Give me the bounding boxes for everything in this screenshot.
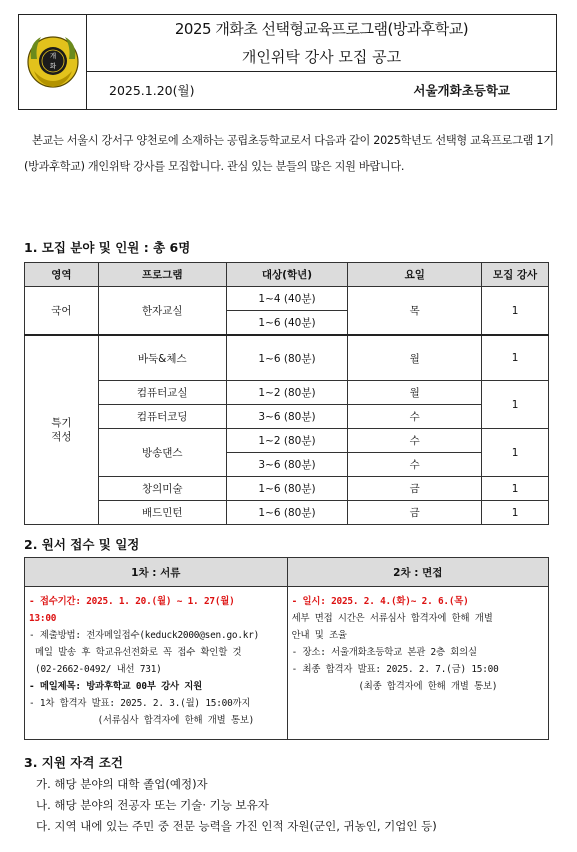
recruit-table bbox=[24, 262, 549, 525]
day-cell: 수 bbox=[348, 453, 482, 477]
header-target: 대상(학년) bbox=[226, 263, 348, 287]
section3-title: 3. 지원 자격 조건 bbox=[24, 755, 123, 770]
notice-header bbox=[18, 14, 557, 110]
table-row bbox=[25, 587, 549, 740]
target-cell: 1~2 (80분) bbox=[226, 429, 348, 453]
submission-method-note: 메일 발송 후 학교유선전화로 꼭 접수 확인할 것 bbox=[35, 647, 242, 658]
target-cell: 1~4 (40분) bbox=[226, 287, 348, 311]
section1-title: 1. 모집 분야 및 인원 : 총 6명 bbox=[24, 240, 191, 255]
target-cell: 1~6 (80분) bbox=[226, 335, 348, 381]
day-cell: 수 bbox=[348, 429, 482, 453]
submission-phone: (02-2662-0492/ 내선 731) bbox=[35, 664, 162, 675]
header-count: 모집 강사 bbox=[482, 263, 549, 287]
list-item: 나. 해당 분야의 전공자 또는 기술· 기능 보유자 bbox=[36, 798, 269, 812]
interview-note: 세부 면접 시간은 서류심사 합격자에 한해 개별 bbox=[291, 613, 493, 624]
school-name: 서울개화초등학교 bbox=[413, 83, 510, 98]
list-item: 가. 해당 분야의 대학 졸업(예정)자 bbox=[36, 777, 208, 791]
area-cell: 국어 bbox=[25, 287, 99, 336]
table-row bbox=[25, 501, 549, 525]
program-cell: 창의미술 bbox=[98, 477, 226, 501]
program-cell: 컴퓨터교실 bbox=[98, 381, 226, 405]
header-program: 프로그램 bbox=[98, 263, 226, 287]
mail-subject: - 메일제목: 방과후학교 00부 강사 지원 bbox=[29, 681, 202, 692]
schedule-table bbox=[24, 557, 549, 740]
count-cell: 1 bbox=[482, 429, 549, 477]
list-item: 다. 지역 내에 있는 주민 중 전문 능력을 가진 인적 자원(군인, 귀농인, 기업인 등) bbox=[36, 819, 437, 833]
school-emblem-icon bbox=[19, 15, 87, 109]
count-cell: 1 bbox=[482, 477, 549, 501]
interview-note-cont: 안내 및 조율 bbox=[291, 630, 347, 641]
interview-date: - 일시: 2025. 2. 4.(화)~ 2. 6.(목) bbox=[291, 596, 469, 607]
target-cell: 1~6 (40분) bbox=[226, 311, 348, 336]
qualification-list bbox=[36, 774, 437, 837]
day-cell: 금 bbox=[348, 477, 482, 501]
count-cell: 1 bbox=[482, 381, 549, 429]
round1-result: - 1차 합격자 발표: 2025. 2. 3.(월) 15:00까지 bbox=[29, 698, 251, 709]
school-logo bbox=[19, 15, 87, 109]
round2-details bbox=[287, 587, 548, 740]
submission-period-time: 13:00 bbox=[29, 613, 57, 624]
submission-method: - 제출방법: 전자메일접수(keduck2000@sen.go.kr) bbox=[29, 630, 260, 641]
notice-title-line2: 개인위탁 강사 모집 공고 bbox=[87, 43, 556, 72]
program-cell: 컴퓨터코딩 bbox=[98, 405, 226, 429]
table-header-row bbox=[25, 263, 549, 287]
count-cell: 1 bbox=[482, 287, 549, 336]
target-cell: 1~6 (80분) bbox=[226, 477, 348, 501]
table-row bbox=[25, 287, 549, 311]
program-cell: 한자교실 bbox=[98, 287, 226, 336]
notice-title-line1: 2025 개화초 선택형교육프로그램(방과후학교) bbox=[174, 20, 469, 38]
area-cell: 특기 적성 bbox=[25, 335, 99, 525]
header-day: 요일 bbox=[348, 263, 482, 287]
target-cell: 1~2 (80분) bbox=[226, 381, 348, 405]
logo-text: 개 bbox=[49, 52, 57, 60]
count-cell: 1 bbox=[482, 335, 549, 381]
table-row bbox=[25, 381, 549, 405]
svg-text:화: 화 bbox=[49, 62, 57, 70]
table-row bbox=[25, 335, 549, 381]
program-cell: 방송댄스 bbox=[98, 429, 226, 477]
header-area: 영역 bbox=[25, 263, 99, 287]
header-round1: 1차 : 서류 bbox=[25, 558, 288, 587]
final-result: - 최종 합격자 발표: 2025. 2. 7.(금) 15:00 bbox=[291, 664, 499, 675]
target-cell: 3~6 (80분) bbox=[226, 405, 348, 429]
notice-date: 2025.1.20(월) bbox=[109, 83, 195, 98]
program-cell: 바둑&체스 bbox=[98, 335, 226, 381]
day-cell: 금 bbox=[348, 501, 482, 525]
day-cell: 수 bbox=[348, 405, 482, 429]
target-cell: 3~6 (80분) bbox=[226, 453, 348, 477]
interview-place: - 장소: 서울개화초등학교 본관 2층 회의실 bbox=[291, 647, 477, 658]
target-cell: 1~6 (80분) bbox=[226, 501, 348, 525]
intro-paragraph: 본교는 서울시 강서구 양천로에 소재하는 공립초등학교로서 다음과 같이 2025학년도 선택형 교육프로그램 1기(방과후학교) 개인위탁 강사를 모집합니다. 관심 있는 분들의 많은 지원 바랍니다. bbox=[24, 134, 554, 173]
header-round2: 2차 : 면접 bbox=[287, 558, 548, 587]
submission-period: - 접수기간: 2025. 1. 20.(월) ~ 1. 27(월) bbox=[29, 596, 235, 607]
day-cell: 월 bbox=[348, 381, 482, 405]
table-row bbox=[25, 477, 549, 501]
table-row bbox=[25, 405, 549, 429]
round1-result-note: (서류심사 합격자에 한해 개별 통보) bbox=[97, 715, 255, 726]
count-cell: 1 bbox=[482, 501, 549, 525]
section2-title: 2. 원서 접수 및 일정 bbox=[24, 537, 140, 552]
day-cell: 월 bbox=[348, 335, 482, 381]
program-cell: 배드민턴 bbox=[98, 501, 226, 525]
table-row bbox=[25, 429, 549, 453]
day-cell: 목 bbox=[348, 287, 482, 336]
final-result-note: (최종 합격자에 한해 개별 통보) bbox=[358, 681, 498, 692]
table-header-row bbox=[25, 558, 549, 587]
round1-details bbox=[25, 587, 288, 740]
